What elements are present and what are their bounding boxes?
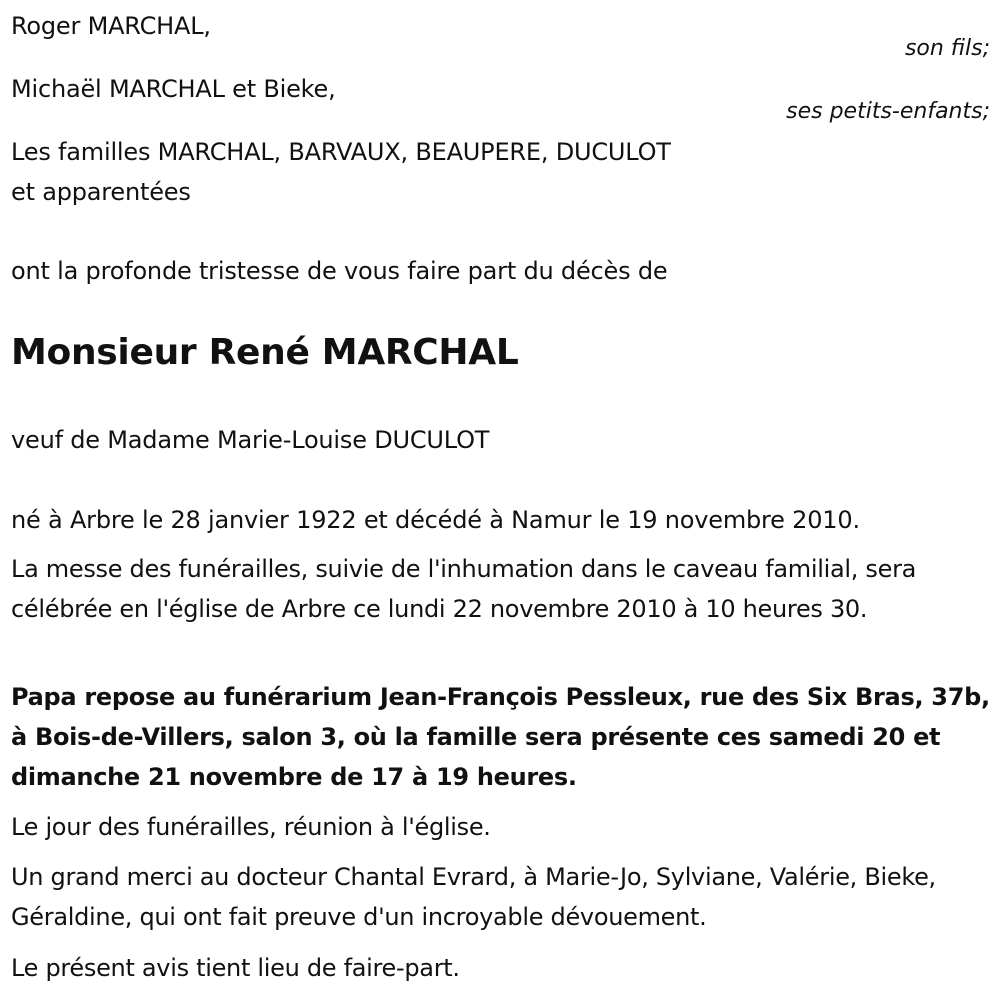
widower-of-text: veuf de Madame Marie-Louise DUCULOT xyxy=(11,426,490,454)
birth-death-text: né à Arbre le 28 janvier 1922 et décédé à Namur le 19 novembre 2010. xyxy=(11,506,860,534)
thanks-paragraph: Un grand merci au docteur Chantal Evrard, à Marie-Jo, Sylviane, Valérie, Bieke, Géraldine, qui ont fait preuve d'un incroyable dévouement. xyxy=(11,863,936,931)
family-member-name: Roger MARCHAL, xyxy=(11,12,211,40)
deceased-name: Monsieur René MARCHAL xyxy=(11,332,519,373)
meeting-paragraph: Le jour des funérailles, réunion à l'église. xyxy=(11,813,491,841)
family-member-role: ses petits-enfants; xyxy=(786,99,990,124)
family-member-name: Michaël MARCHAL et Bieke, xyxy=(11,75,336,103)
funeral-mass-paragraph: La messe des funérailles, suivie de l'inhumation dans le caveau familial, sera célébrée en l'église de Arbre ce lundi 22 novembre 2010 à 10 heures 30. xyxy=(11,555,917,623)
family-member-role: son fils; xyxy=(904,36,990,61)
announcement-text: ont la profonde tristesse de vous faire part du décès de xyxy=(11,257,668,285)
closing-paragraph: Le présent avis tient lieu de faire-part. xyxy=(11,954,460,982)
families-line: Les familles MARCHAL, BARVAUX, BEAUPERE, DUCULOT xyxy=(11,138,671,166)
families-line: et apparentées xyxy=(11,178,191,206)
visitation-paragraph: Papa repose au funérarium Jean-François Pessleux, rue des Six Bras, 37b, à Bois-de-Villers, salon 3, où la famille sera présente ces samedi 20 et dimanche 21 novembre de 17 à 19 heures. xyxy=(11,683,990,791)
